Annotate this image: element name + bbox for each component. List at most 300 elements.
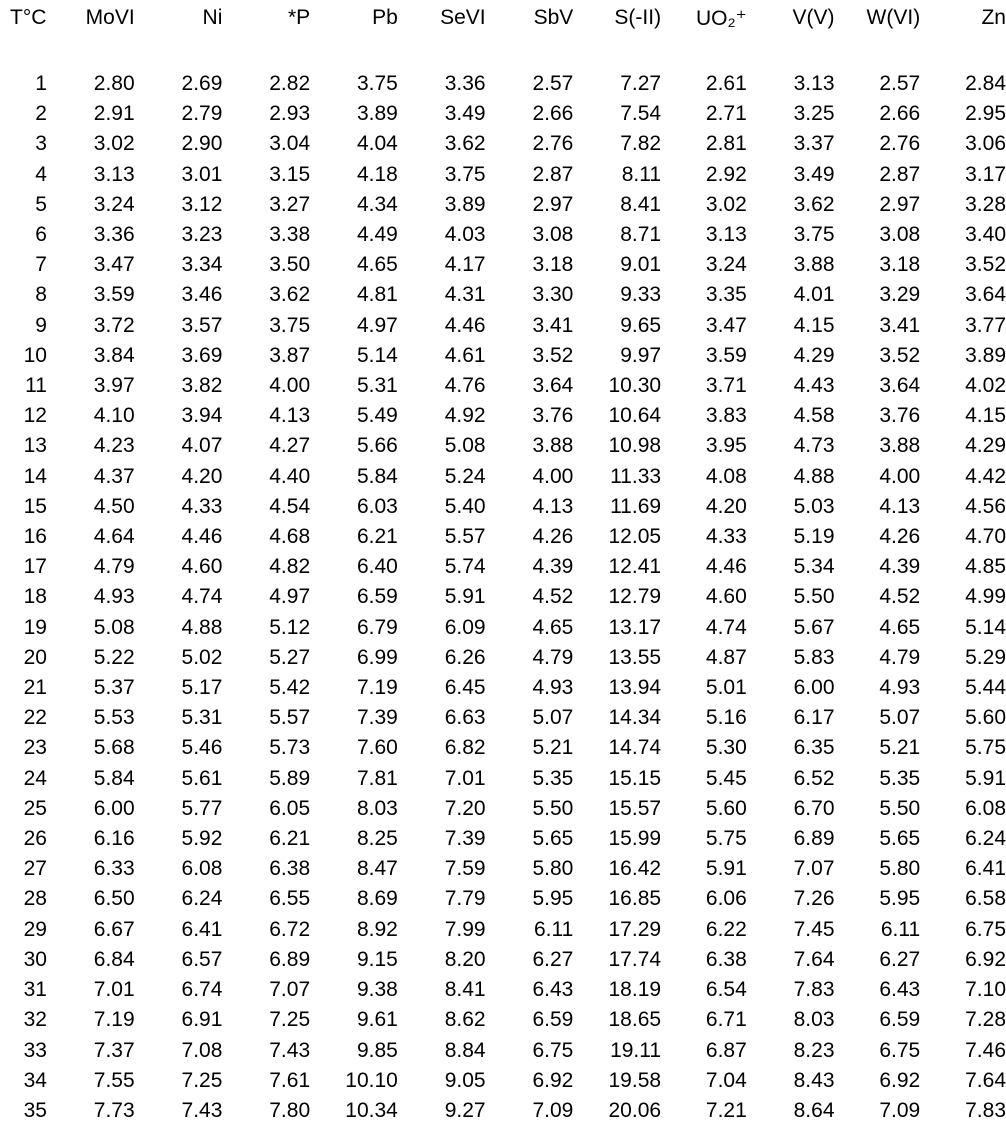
table-cell: 4.08 <box>705 464 747 488</box>
table-cell: 5.07 <box>879 706 921 730</box>
table-cell: 4.33 <box>181 494 223 518</box>
row-temperature-cell: 12 <box>23 404 47 428</box>
table-cell: 3.75 <box>793 223 835 247</box>
column-header-sevi: SeVI <box>440 6 486 29</box>
table-cell: 3.76 <box>532 404 574 428</box>
table-cell: 5.22 <box>93 645 135 669</box>
table-cell: 6.33 <box>93 857 135 881</box>
table-cell: 4.88 <box>793 464 835 488</box>
table-cell: 3.04 <box>269 132 311 156</box>
table-cell: 8.20 <box>444 947 486 971</box>
table-cell: 6.43 <box>532 978 574 1002</box>
table-cell: 15.99 <box>608 827 662 851</box>
row-temperature-cell: 25 <box>23 796 47 820</box>
table-cell: 6.27 <box>532 947 574 971</box>
table-cell: 14.74 <box>608 736 662 760</box>
table-cell: 6.55 <box>269 887 311 911</box>
table-cell: 3.62 <box>269 283 311 307</box>
table-row <box>0 341 1006 371</box>
table-cell: 5.02 <box>181 645 223 669</box>
table-cell: 7.25 <box>181 1068 223 1092</box>
table-cell: 4.65 <box>356 253 398 277</box>
table-cell: 5.68 <box>93 736 135 760</box>
table-cell: 5.14 <box>356 343 398 367</box>
table-cell: 4.39 <box>879 555 921 579</box>
table-row <box>0 371 1006 401</box>
table-cell: 6.38 <box>269 857 311 881</box>
table-cell: 6.22 <box>705 917 747 941</box>
table-cell: 3.28 <box>965 192 1006 216</box>
row-temperature-cell: 27 <box>23 857 47 881</box>
table-cell: 6.52 <box>793 766 835 790</box>
table-cell: 5.17 <box>181 676 223 700</box>
table-cell: 3.64 <box>532 374 574 398</box>
table-cell: 5.74 <box>444 555 486 579</box>
table-cell: 3.87 <box>269 343 311 367</box>
table-cell: 3.88 <box>793 253 835 277</box>
table-cell: 7.28 <box>965 1008 1006 1032</box>
table-cell: 7.39 <box>444 827 486 851</box>
column-header-wvi: W(VI) <box>866 6 921 29</box>
table-cell: 4.00 <box>532 464 574 488</box>
table-cell: 3.13 <box>793 72 835 95</box>
table-row <box>0 1005 1006 1035</box>
table-cell: 4.74 <box>705 615 747 639</box>
table-cell: 3.02 <box>705 192 747 216</box>
table-cell: 4.70 <box>965 525 1006 549</box>
table-cell: 4.20 <box>181 464 223 488</box>
column-header-movi: MoVI <box>85 6 135 29</box>
table-cell: 4.27 <box>269 434 311 458</box>
table-cell: 4.54 <box>269 494 311 518</box>
table-cell: 6.59 <box>879 1008 921 1032</box>
table-cell: 4.00 <box>879 464 921 488</box>
table-row <box>0 975 1006 1005</box>
row-temperature-cell: 5 <box>35 192 47 216</box>
table-cell: 9.33 <box>620 283 662 307</box>
table-cell: 2.82 <box>269 72 311 95</box>
table-row <box>0 915 1006 945</box>
table-cell: 6.00 <box>793 676 835 700</box>
table-cell: 6.35 <box>793 736 835 760</box>
row-temperature-cell: 13 <box>23 434 47 458</box>
column-header-ni: Ni <box>202 6 223 29</box>
table-cell: 4.29 <box>965 434 1006 458</box>
table-cell: 6.92 <box>532 1068 574 1092</box>
table-cell: 2.71 <box>705 102 747 126</box>
table-cell: 7.20 <box>444 796 486 820</box>
table-cell: 7.19 <box>93 1008 135 1032</box>
table-cell: 2.87 <box>532 162 574 186</box>
table-cell: 3.23 <box>181 223 223 247</box>
table-cell: 7.60 <box>356 736 398 760</box>
table-cell: 9.97 <box>620 343 662 367</box>
table-cell: 7.04 <box>705 1068 747 1092</box>
table-cell: 5.31 <box>181 706 223 730</box>
table-cell: 4.74 <box>181 585 223 609</box>
row-temperature-cell: 16 <box>23 525 47 549</box>
table-cell: 9.15 <box>356 947 398 971</box>
table-row <box>0 1066 1006 1096</box>
row-temperature-cell: 23 <box>23 736 47 760</box>
table-cell: 8.84 <box>444 1038 486 1062</box>
table-cell: 5.75 <box>705 827 747 851</box>
table-cell: 5.84 <box>356 464 398 488</box>
table-cell: 11.69 <box>610 494 662 518</box>
table-row <box>0 884 1006 914</box>
table-cell: 3.50 <box>269 253 311 277</box>
table-cell: 3.27 <box>269 192 311 216</box>
table-cell: 6.27 <box>879 947 921 971</box>
table-cell: 5.91 <box>444 585 486 609</box>
table-cell: 5.35 <box>879 766 921 790</box>
table-cell: 4.39 <box>532 555 574 579</box>
table-cell: 2.69 <box>181 72 223 95</box>
table-cell: 3.49 <box>444 102 486 126</box>
table-cell: 10.64 <box>608 404 662 428</box>
table-cell: 3.29 <box>879 283 921 307</box>
table-cell: 5.91 <box>965 766 1006 790</box>
table-cell: 6.43 <box>879 978 921 1002</box>
table-cell: 6.00 <box>93 796 135 820</box>
table-cell: 2.93 <box>269 102 311 126</box>
table-cell: 3.41 <box>532 313 574 337</box>
table-cell: 5.29 <box>965 645 1006 669</box>
table-cell: 5.60 <box>965 706 1006 730</box>
table-cell: 7.21 <box>705 1098 747 1122</box>
table-row <box>0 431 1006 461</box>
table-row <box>0 401 1006 431</box>
table-cell: 8.25 <box>356 827 398 851</box>
table-cell: 4.56 <box>965 494 1006 518</box>
table-cell: 3.72 <box>93 313 135 337</box>
table-cell: 3.52 <box>532 343 574 367</box>
row-temperature-cell: 7 <box>35 253 47 277</box>
table-cell: 18.65 <box>608 1008 662 1032</box>
table-cell: 7.64 <box>793 947 835 971</box>
table-cell: 6.41 <box>965 857 1006 881</box>
table-cell: 4.61 <box>444 343 486 367</box>
table-cell: 5.46 <box>181 736 223 760</box>
table-cell: 5.24 <box>444 464 486 488</box>
row-temperature-cell: 4 <box>35 162 47 186</box>
table-cell: 5.80 <box>532 857 574 881</box>
table-row <box>0 703 1006 733</box>
table-row <box>0 311 1006 341</box>
table-row <box>0 582 1006 612</box>
table-cell: 7.79 <box>444 887 486 911</box>
table-cell: 4.29 <box>793 343 835 367</box>
table-cell: 3.59 <box>705 343 747 367</box>
table-cell: 2.81 <box>705 132 747 156</box>
table-cell: 3.49 <box>793 162 835 186</box>
table-cell: 6.82 <box>444 736 486 760</box>
table-cell: 5.92 <box>181 827 223 851</box>
table-cell: 3.89 <box>965 343 1006 367</box>
table-cell: 5.30 <box>705 736 747 760</box>
table-cell: 3.17 <box>965 162 1006 186</box>
table-row <box>0 854 1006 884</box>
table-cell: 6.89 <box>793 827 835 851</box>
table-cell: 8.03 <box>356 796 398 820</box>
table-cell: 5.14 <box>965 615 1006 639</box>
table-cell: 4.03 <box>444 223 486 247</box>
table-cell: 7.07 <box>793 857 835 881</box>
table-cell: 4.92 <box>444 404 486 428</box>
table-cell: 7.08 <box>181 1038 223 1062</box>
table-cell: 4.07 <box>181 434 223 458</box>
table-cell: 3.89 <box>444 192 486 216</box>
table-cell: 6.74 <box>181 978 223 1002</box>
table-cell: 5.08 <box>444 434 486 458</box>
table-cell: 6.87 <box>705 1038 747 1062</box>
table-cell: 9.38 <box>356 978 398 1002</box>
table-cell: 3.37 <box>793 132 835 156</box>
table-cell: 14.34 <box>608 706 662 730</box>
table-cell: 6.99 <box>356 645 398 669</box>
table-cell: 15.15 <box>608 766 662 790</box>
table-cell: 3.40 <box>965 223 1006 247</box>
table-cell: 6.17 <box>793 706 835 730</box>
row-temperature-cell: 20 <box>23 645 47 669</box>
table-cell: 3.13 <box>93 162 135 186</box>
table-cell: 3.75 <box>444 162 486 186</box>
table-cell: 4.42 <box>965 464 1006 488</box>
table-cell: 4.40 <box>269 464 311 488</box>
table-cell: 7.25 <box>269 1008 311 1032</box>
table-cell: 3.64 <box>965 283 1006 307</box>
table-cell: 6.79 <box>356 615 398 639</box>
table-cell: 5.21 <box>532 736 574 760</box>
table-cell: 19.58 <box>608 1068 662 1092</box>
row-temperature-cell: 3 <box>35 132 47 156</box>
table-cell: 2.61 <box>705 72 747 95</box>
table-cell: 6.91 <box>181 1008 223 1032</box>
table-cell: 5.57 <box>269 706 311 730</box>
table-cell: 8.92 <box>356 917 398 941</box>
column-header-s-ii: S(-II) <box>614 6 662 29</box>
table-cell: 3.47 <box>93 253 135 277</box>
table-cell: 4.64 <box>93 525 135 549</box>
table-cell: 5.40 <box>444 494 486 518</box>
table-cell: 4.81 <box>356 283 398 307</box>
table-cell: 6.72 <box>269 917 311 941</box>
table-cell: 7.45 <box>793 917 835 941</box>
table-row <box>0 250 1006 280</box>
table-cell: 20.06 <box>608 1098 662 1122</box>
table-cell: 7.43 <box>181 1098 223 1122</box>
table-cell: 4.17 <box>444 253 486 277</box>
table-cell: 5.34 <box>793 555 835 579</box>
table-cell: 7.54 <box>620 102 662 126</box>
table-cell: 4.93 <box>532 676 574 700</box>
table-cell: 15.57 <box>608 796 662 820</box>
table-cell: 4.20 <box>705 494 747 518</box>
table-cell: 5.21 <box>879 736 921 760</box>
row-temperature-cell: 31 <box>23 978 47 1002</box>
table-cell: 2.76 <box>532 132 574 156</box>
table-cell: 5.50 <box>879 796 921 820</box>
table-cell: 6.03 <box>356 494 398 518</box>
table-cell: 7.09 <box>532 1098 574 1122</box>
table-cell: 3.02 <box>93 132 135 156</box>
table-cell: 7.43 <box>269 1038 311 1062</box>
table-cell: 4.52 <box>532 585 574 609</box>
table-cell: 4.52 <box>879 585 921 609</box>
table-cell: 2.95 <box>965 102 1006 126</box>
row-temperature-cell: 19 <box>23 615 47 639</box>
table-cell: 5.53 <box>93 706 135 730</box>
table-cell: 3.52 <box>879 343 921 367</box>
table-cell: 5.73 <box>269 736 311 760</box>
table-cell: 6.21 <box>356 525 398 549</box>
table-cell: 5.67 <box>793 615 835 639</box>
table-cell: 6.92 <box>879 1068 921 1092</box>
table-cell: 9.65 <box>620 313 662 337</box>
table-cell: 4.34 <box>356 192 398 216</box>
table-cell: 5.91 <box>705 857 747 881</box>
table-cell: 5.65 <box>879 827 921 851</box>
table-cell: 2.66 <box>879 102 921 126</box>
table-cell: 12.41 <box>608 555 662 579</box>
table-cell: 6.26 <box>444 645 486 669</box>
table-cell: 5.07 <box>532 706 574 730</box>
table-cell: 7.61 <box>269 1068 311 1092</box>
table-cell: 6.24 <box>181 887 223 911</box>
table-cell: 7.10 <box>965 978 1006 1002</box>
row-temperature-cell: 8 <box>35 283 47 307</box>
table-cell: 2.57 <box>532 72 574 95</box>
row-temperature-cell: 35 <box>23 1098 47 1122</box>
table-cell: 9.27 <box>444 1098 486 1122</box>
table-cell: 6.41 <box>181 917 223 941</box>
table-cell: 3.84 <box>93 343 135 367</box>
column-header-p: *P <box>287 6 311 29</box>
table-cell: 2.66 <box>532 102 574 126</box>
table-cell: 5.77 <box>181 796 223 820</box>
table-cell: 3.08 <box>532 223 574 247</box>
table-cell: 6.92 <box>965 947 1006 971</box>
table-row <box>0 1096 1006 1126</box>
table-cell: 7.39 <box>356 706 398 730</box>
table-cell: 3.30 <box>532 283 574 307</box>
row-temperature-cell: 2 <box>35 102 47 126</box>
table-cell: 4.13 <box>532 494 574 518</box>
table-cell: 6.06 <box>705 887 747 911</box>
table-cell: 6.40 <box>356 555 398 579</box>
table-cell: 18.19 <box>608 978 662 1002</box>
row-temperature-cell: 22 <box>23 706 47 730</box>
table-cell: 3.41 <box>879 313 921 337</box>
table-cell: 3.76 <box>879 404 921 428</box>
table-cell: 4.46 <box>705 555 747 579</box>
table-cell: 6.08 <box>965 796 1006 820</box>
table-cell: 6.54 <box>705 978 747 1002</box>
table-cell: 4.85 <box>965 555 1006 579</box>
table-cell: 10.34 <box>345 1098 398 1122</box>
table-cell: 4.73 <box>793 434 835 458</box>
table-cell: 4.15 <box>793 313 835 337</box>
table-cell: 5.01 <box>705 676 747 700</box>
table-cell: 13.94 <box>608 676 662 700</box>
table-body <box>0 69 1006 1126</box>
row-temperature-cell: 15 <box>23 494 47 518</box>
table-cell: 4.26 <box>879 525 921 549</box>
table-cell: 7.82 <box>620 132 662 156</box>
table-cell: 6.75 <box>965 917 1006 941</box>
table-cell: 5.60 <box>705 796 747 820</box>
table-cell: 2.79 <box>181 102 223 126</box>
table-cell: 4.79 <box>879 645 921 669</box>
table-cell: 5.75 <box>965 736 1006 760</box>
table-cell: 3.34 <box>181 253 223 277</box>
table-row <box>0 129 1006 159</box>
table-row <box>0 824 1006 854</box>
table-cell: 3.15 <box>269 162 311 186</box>
table-cell: 3.38 <box>269 223 311 247</box>
row-temperature-cell: 9 <box>35 313 47 337</box>
table-cell: 5.27 <box>269 645 311 669</box>
table-cell: 7.07 <box>269 978 311 1002</box>
column-header-zn: Zn <box>981 6 1006 29</box>
table-cell: 4.97 <box>356 313 398 337</box>
table-cell: 4.65 <box>532 615 574 639</box>
table-cell: 6.71 <box>705 1008 747 1032</box>
table-cell: 3.01 <box>181 162 223 186</box>
row-temperature-cell: 18 <box>23 585 47 609</box>
table-cell: 7.01 <box>93 978 135 1002</box>
table-cell: 3.13 <box>705 223 747 247</box>
table-cell: 7.59 <box>444 857 486 881</box>
table-cell: 6.16 <box>93 827 135 851</box>
table-cell: 3.25 <box>793 102 835 126</box>
table-cell: 5.65 <box>532 827 574 851</box>
table-cell: 5.95 <box>532 887 574 911</box>
table-cell: 4.50 <box>93 494 135 518</box>
table-cell: 5.80 <box>879 857 921 881</box>
row-temperature-cell: 33 <box>23 1038 47 1062</box>
table-row <box>0 733 1006 763</box>
table-row <box>0 220 1006 250</box>
column-header-uo2: UO₂⁺ <box>696 7 747 30</box>
table-cell: 6.11 <box>534 917 574 941</box>
table-cell: 2.87 <box>879 162 921 186</box>
table-cell: 12.05 <box>608 525 662 549</box>
table-cell: 8.62 <box>444 1008 486 1032</box>
table-cell: 6.50 <box>93 887 135 911</box>
table-cell: 6.59 <box>356 585 398 609</box>
row-temperature-cell: 29 <box>23 917 47 941</box>
table-cell: 3.75 <box>356 72 398 95</box>
table-cell: 2.57 <box>879 72 921 95</box>
table-cell: 4.02 <box>965 374 1006 398</box>
row-temperature-cell: 34 <box>23 1068 47 1092</box>
table-cell: 4.26 <box>532 525 574 549</box>
table-cell: 3.88 <box>879 434 921 458</box>
table-cell: 6.05 <box>269 796 311 820</box>
table-cell: 4.37 <box>93 464 135 488</box>
table-cell: 5.50 <box>532 796 574 820</box>
table-cell: 3.52 <box>965 253 1006 277</box>
table-row <box>0 552 1006 582</box>
table-cell: 7.37 <box>93 1038 135 1062</box>
table-cell: 3.18 <box>532 253 574 277</box>
table-cell: 3.75 <box>269 313 311 337</box>
table-cell: 8.64 <box>793 1098 835 1122</box>
table-cell: 4.97 <box>269 585 311 609</box>
table-cell: 7.99 <box>444 917 486 941</box>
table-cell: 4.93 <box>93 585 135 609</box>
